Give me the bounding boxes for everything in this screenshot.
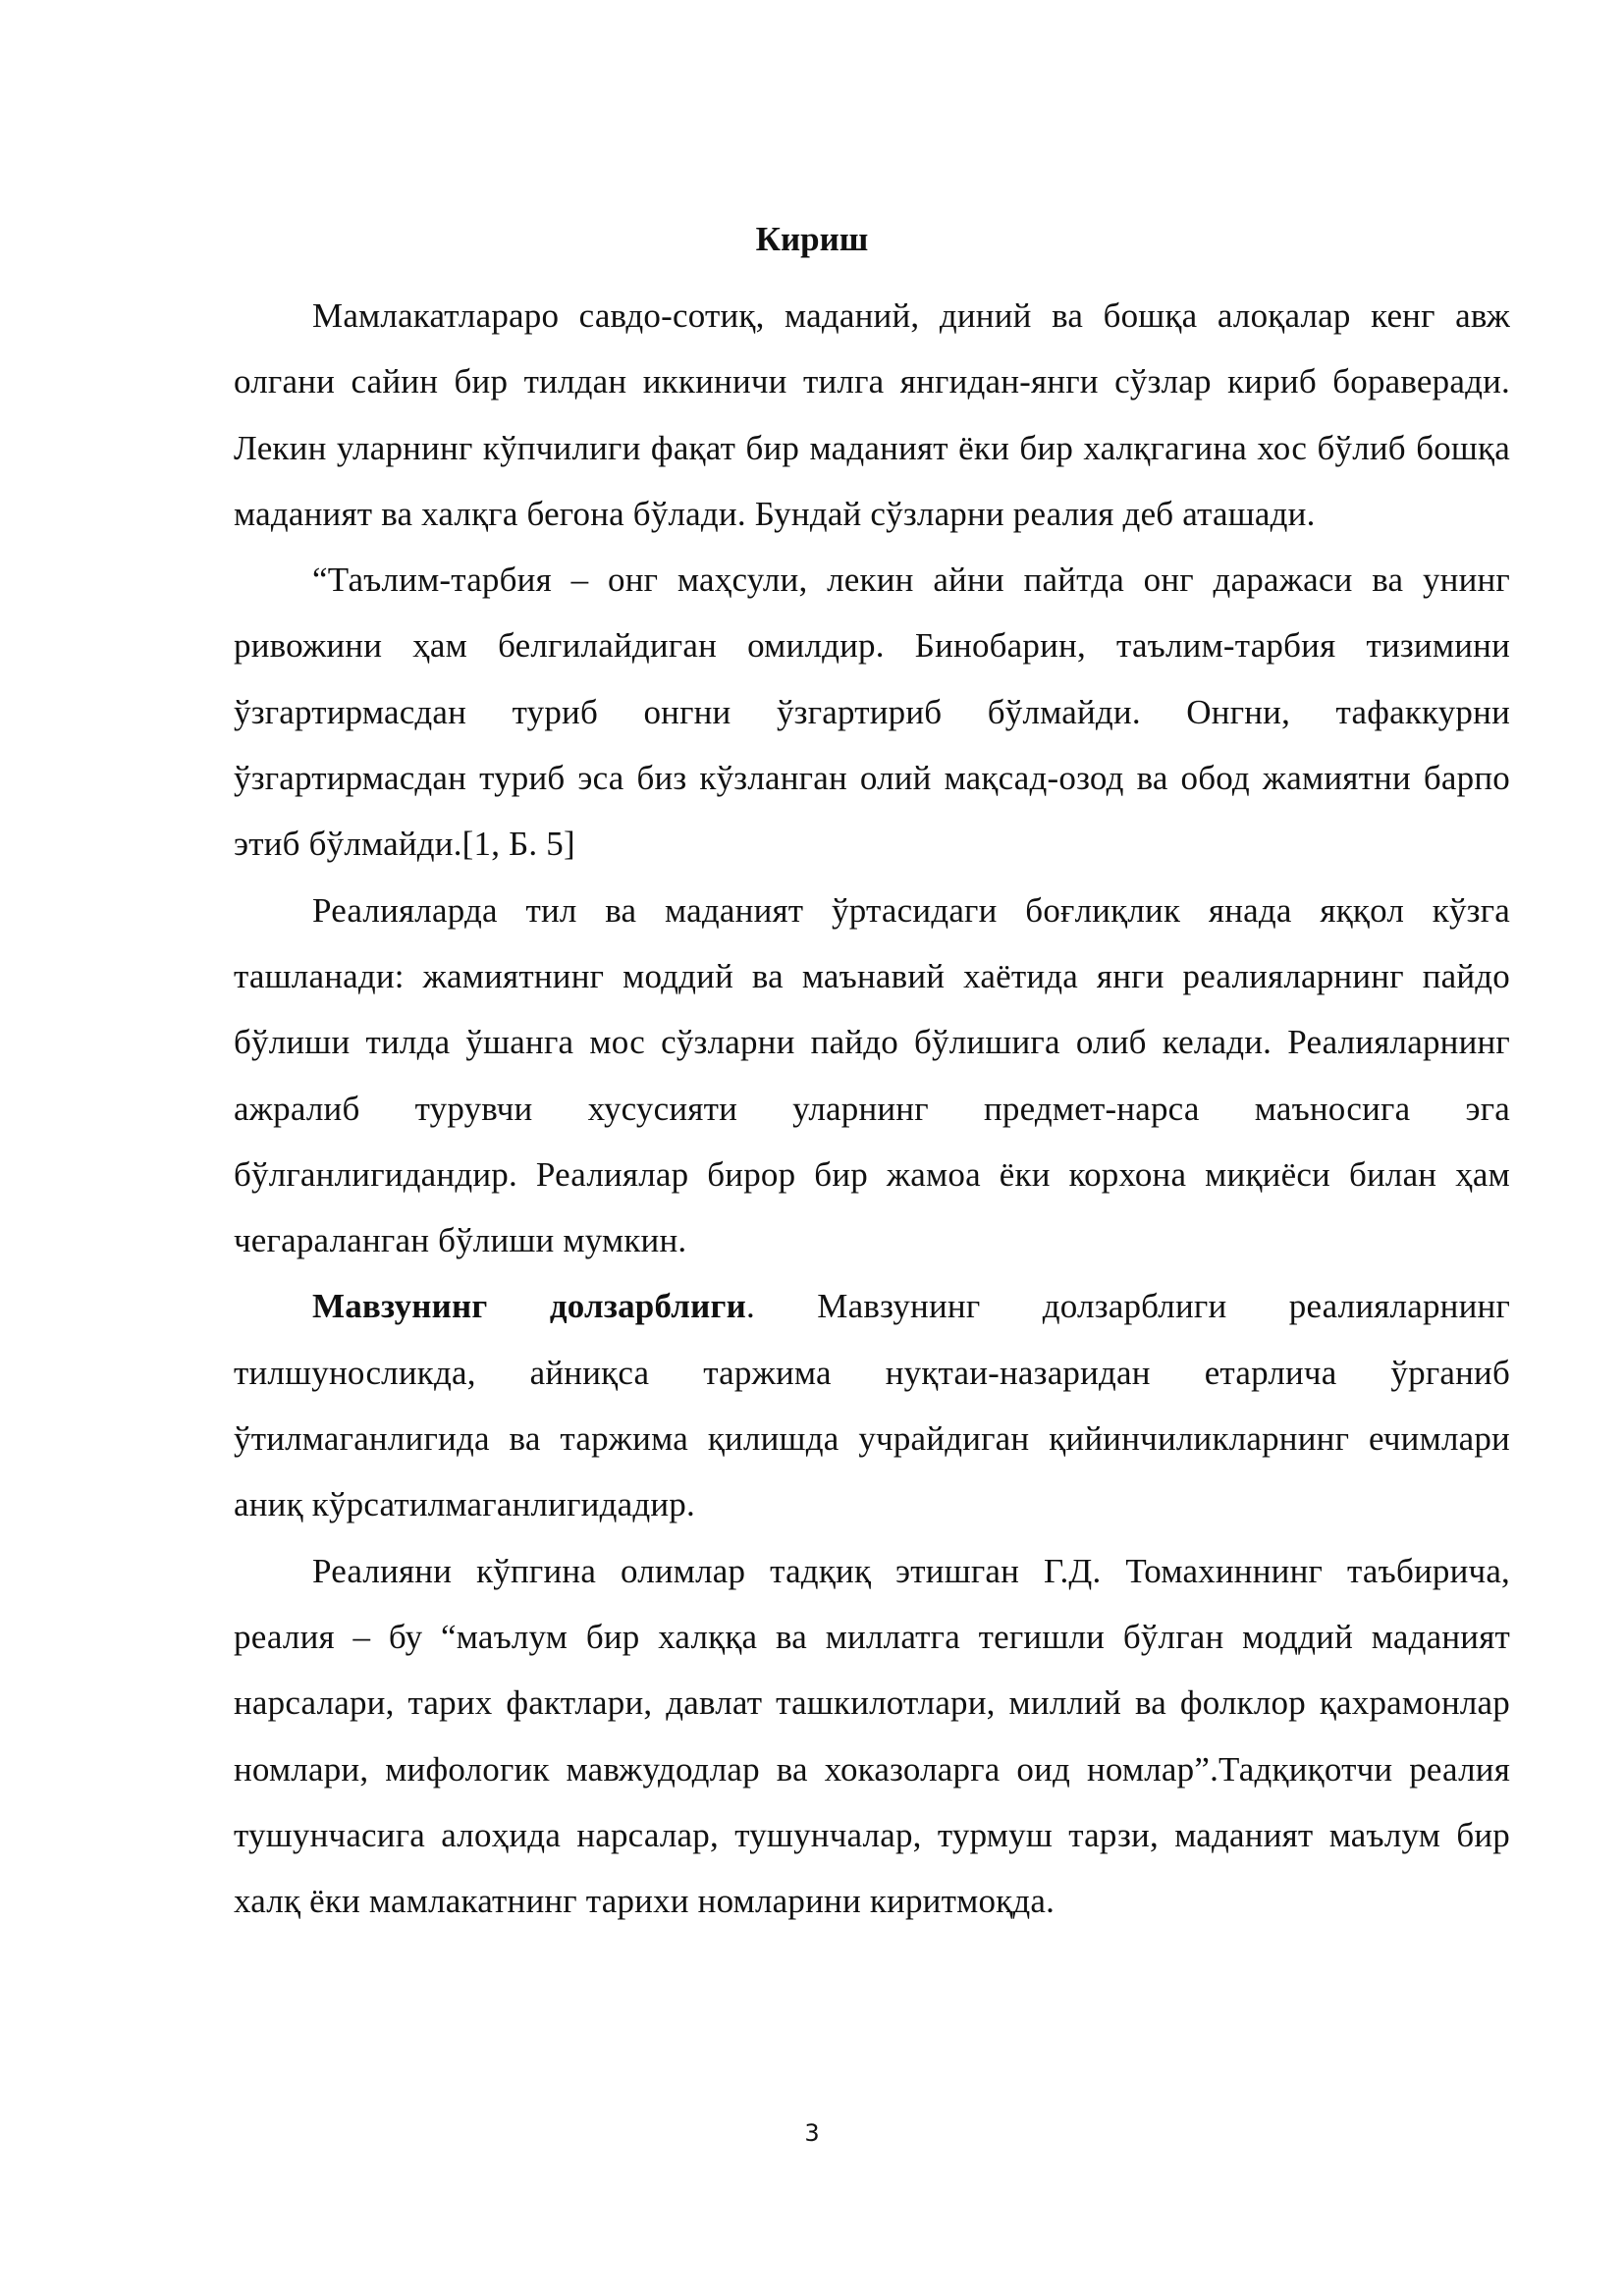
paragraph-intro bbox=[234, 283, 1510, 547]
body-text bbox=[234, 283, 1510, 1934]
paragraph-relevance-text: . Мавзунинг долзарблиги реалияларнинг тилшуносликда, айниқса таржима нуқтаи-назаридан етарлича ўрганиб ўтилмаганлигида ва таржима қилишда учрайдиган қийинчиликларнинг ечимлари аниқ кўрсатилмаганлигидадир. bbox=[234, 1287, 1510, 1524]
paragraph-relevance bbox=[234, 1273, 1510, 1537]
paragraph-definition-text: Реалияни кўпгина олимлар тадқиқ этишган Г.Д. Томахиннинг таъбирича, реалия – бу “маълум бир халққа ва миллатга тегишли бўлган моддий маданият нарсалари, тарих фактлари, давлат ташкилотлари, миллий ва фолклор қахрамонлар номлари, мифологик мавжудодлар ва хоказоларга оид номлар”.Тадқиқотчи реалия тушунчасига алоҳида нарсалар, тушунчалар, турмуш тарзи, маданият маълум бир халқ ёки мамлакатнинг тарихи номларини киритмоқда. bbox=[234, 1551, 1510, 1921]
paragraph-quote bbox=[234, 547, 1510, 877]
paragraph-quote-text: “Таълим-тарбия – онг маҳсули, лекин айни пайтда онг даражаси ва унинг ривожини ҳам белгилайдиган омилдир. Бинобарин, таълим-тарбия тизимини ўзгартирмасдан туриб онгни ўзгартириб бўлмайди. Онгни, тафаккурни ўзгартирмасдан туриб эса биз кўзланган олий мақсад-озод ва обод жамиятни барпо этиб бўлмайди.[1, Б. 5] bbox=[234, 561, 1510, 864]
paragraph-realia-culture bbox=[234, 878, 1510, 1274]
paragraph-intro-text: Мамлакатлараро савдо-сотиқ, маданий, диний ва бошқа алоқалар кенг авж олгани сайин бир тилдан иккиничи тилга янгидан-янги сўзлар кириб бораверади. Лекин уларнинг кўпчилиги фақат бир маданият ёки бир халқгагина хос бўлиб бошқа маданият ва халқга бегона бўлади. Бундай сўзларни реалия деб аташади. bbox=[234, 296, 1510, 533]
relevance-bold-lead: Мавзунинг долзарблиги bbox=[312, 1287, 746, 1326]
section-heading: Кириш bbox=[755, 220, 869, 258]
paragraph-definition bbox=[234, 1538, 1510, 1935]
paragraph-realia-culture-text: Реалияларда тил ва маданият ўртасидаги боғлиқлик янада яққол кўзга ташланади: жамиятнинг моддий ва маънавий хаётида янги реалияларнинг пайдо бўлиши тилда ўшанга мос сўзларни пайдо бўлишига олиб келади. Реалияларнинг ажралиб турувчи хусусияти уларнинг предмет-нарса маъносига эга бўлганлигидандир. Реалиялар бирор бир жамоа ёки корхона миқиёси билан ҳам чегараланган бўлиши мумкин. bbox=[234, 890, 1510, 1260]
page-number: 3 bbox=[804, 2119, 820, 2147]
